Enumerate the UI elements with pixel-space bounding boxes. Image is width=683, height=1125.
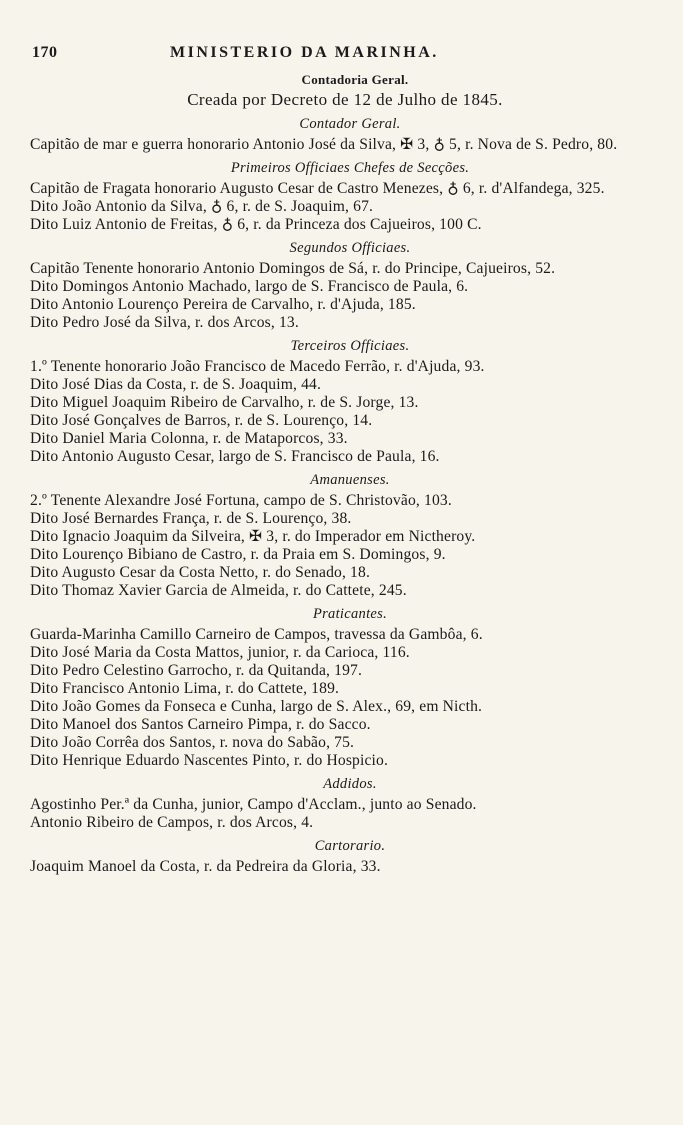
- roster-entry: Capitão de mar e guerra honorario Antonio José da Silva, ✠ 3, ♁ 5, r. Nova de S. Pedro, 80.: [30, 136, 618, 153]
- section-title: Primeiros Officiaes Chefes de Secções.: [230, 160, 470, 176]
- roster-entry: Dito Augusto Cesar da Costa Netto, r. do Senado, 18.: [30, 564, 371, 581]
- section-title: Terceiros Officiaes.: [290, 338, 410, 354]
- office-title: Contadoria Geral.: [301, 72, 409, 87]
- page-number: 170: [32, 44, 58, 61]
- section-title: Addidos.: [323, 776, 377, 792]
- roster-entry: Guarda-Marinha Camillo Carneiro de Campos, travessa da Gambôa, 6.: [30, 626, 483, 643]
- section-title: Contador Geral.: [299, 116, 401, 132]
- section-title: Praticantes.: [312, 606, 388, 622]
- decree-line: Creada por Decreto de 12 de Julho de 1845.: [187, 90, 503, 109]
- sections-container: [30, 116, 630, 876]
- roster-entry: Dito Henrique Eduardo Nascentes Pinto, r. do Hospicio.: [30, 752, 389, 769]
- page-header: [30, 44, 630, 68]
- roster-entry: Dito João Gomes da Fonseca e Cunha, largo de S. Alex., 69, em Nicth.: [30, 698, 483, 715]
- roster-entry: Dito Antonio Lourenço Pereira de Carvalho, r. d'Ajuda, 185.: [30, 296, 416, 313]
- roster-entry: Dito Ignacio Joaquim da Silveira, ✠ 3, r. do Imperador em Nictheroy.: [30, 528, 476, 545]
- roster-entry: 2.º Tenente Alexandre José Fortuna, campo de S. Christovão, 103.: [30, 492, 452, 509]
- roster-entry: Dito Antonio Augusto Cesar, largo de S. Francisco de Paula, 16.: [30, 448, 440, 465]
- roster-entry: Capitão de Fragata honorario Augusto Cesar de Castro Menezes, ♁ 6, r. d'Alfandega, 325.: [30, 180, 605, 197]
- roster-entry: Dito Domingos Antonio Machado, largo de S. Francisco de Paula, 6.: [30, 278, 469, 295]
- roster-entry: Dito José Gonçalves de Barros, r. de S. Lourenço, 14.: [30, 412, 373, 429]
- roster-entry: Agostinho Per.ª da Cunha, junior, Campo d'Acclam., junto ao Senado.: [30, 796, 477, 813]
- roster-entry: Dito Thomaz Xavier Garcia de Almeida, r. do Cattete, 245.: [30, 582, 407, 599]
- roster-entry: Dito José Maria da Costa Mattos, junior, r. da Carioca, 116.: [30, 644, 410, 661]
- roster-entry: Joaquim Manoel da Costa, r. da Pedreira da Gloria, 33.: [30, 858, 381, 875]
- section-title: Cartorario.: [314, 838, 386, 854]
- roster-entry: Antonio Ribeiro de Campos, r. dos Arcos, 4.: [30, 814, 314, 831]
- section-title: Amanuenses.: [310, 472, 390, 488]
- roster-entry: Dito João Corrêa dos Santos, r. nova do Sabão, 75.: [30, 734, 355, 751]
- roster-entry: Dito José Dias da Costa, r. de S. Joaquim, 44.: [30, 376, 322, 393]
- roster-entry: Dito Miguel Joaquim Ribeiro de Carvalho, r. de S. Jorge, 13.: [30, 394, 419, 411]
- section-title: Segundos Officiaes.: [289, 240, 411, 256]
- roster-entry: Dito Luiz Antonio de Freitas, ♁ 6, r. da Princeza dos Cajueiros, 100 C.: [30, 216, 482, 233]
- roster-entry: Dito José Bernardes França, r. de S. Lourenço, 38.: [30, 510, 352, 527]
- running-head: MINISTERIO DA MARINHA.: [170, 44, 439, 61]
- roster-entry: Dito Lourenço Bibiano de Castro, r. da Praia em S. Domingos, 9.: [30, 546, 446, 563]
- roster-entry: Dito Manoel dos Santos Carneiro Pimpa, r. do Sacco.: [30, 716, 371, 733]
- roster-entry: 1.º Tenente honorario João Francisco de Macedo Ferrão, r. d'Ajuda, 93.: [30, 358, 485, 375]
- roster-entry: Dito João Antonio da Silva, ♁ 6, r. de S. Joaquim, 67.: [30, 198, 374, 215]
- roster-entry: Dito Pedro José da Silva, r. dos Arcos, 13.: [30, 314, 299, 331]
- roster-entry: Dito Daniel Maria Colonna, r. de Mataporcos, 33.: [30, 430, 348, 447]
- roster-entry: Dito Francisco Antonio Lima, r. do Cattete, 189.: [30, 680, 340, 697]
- roster-entry: Dito Pedro Celestino Garrocho, r. da Quitanda, 197.: [30, 662, 363, 679]
- roster-entry: Capitão Tenente honorario Antonio Domingos de Sá, r. do Principe, Cajueiros, 52.: [30, 260, 556, 277]
- document-page: [30, 44, 630, 876]
